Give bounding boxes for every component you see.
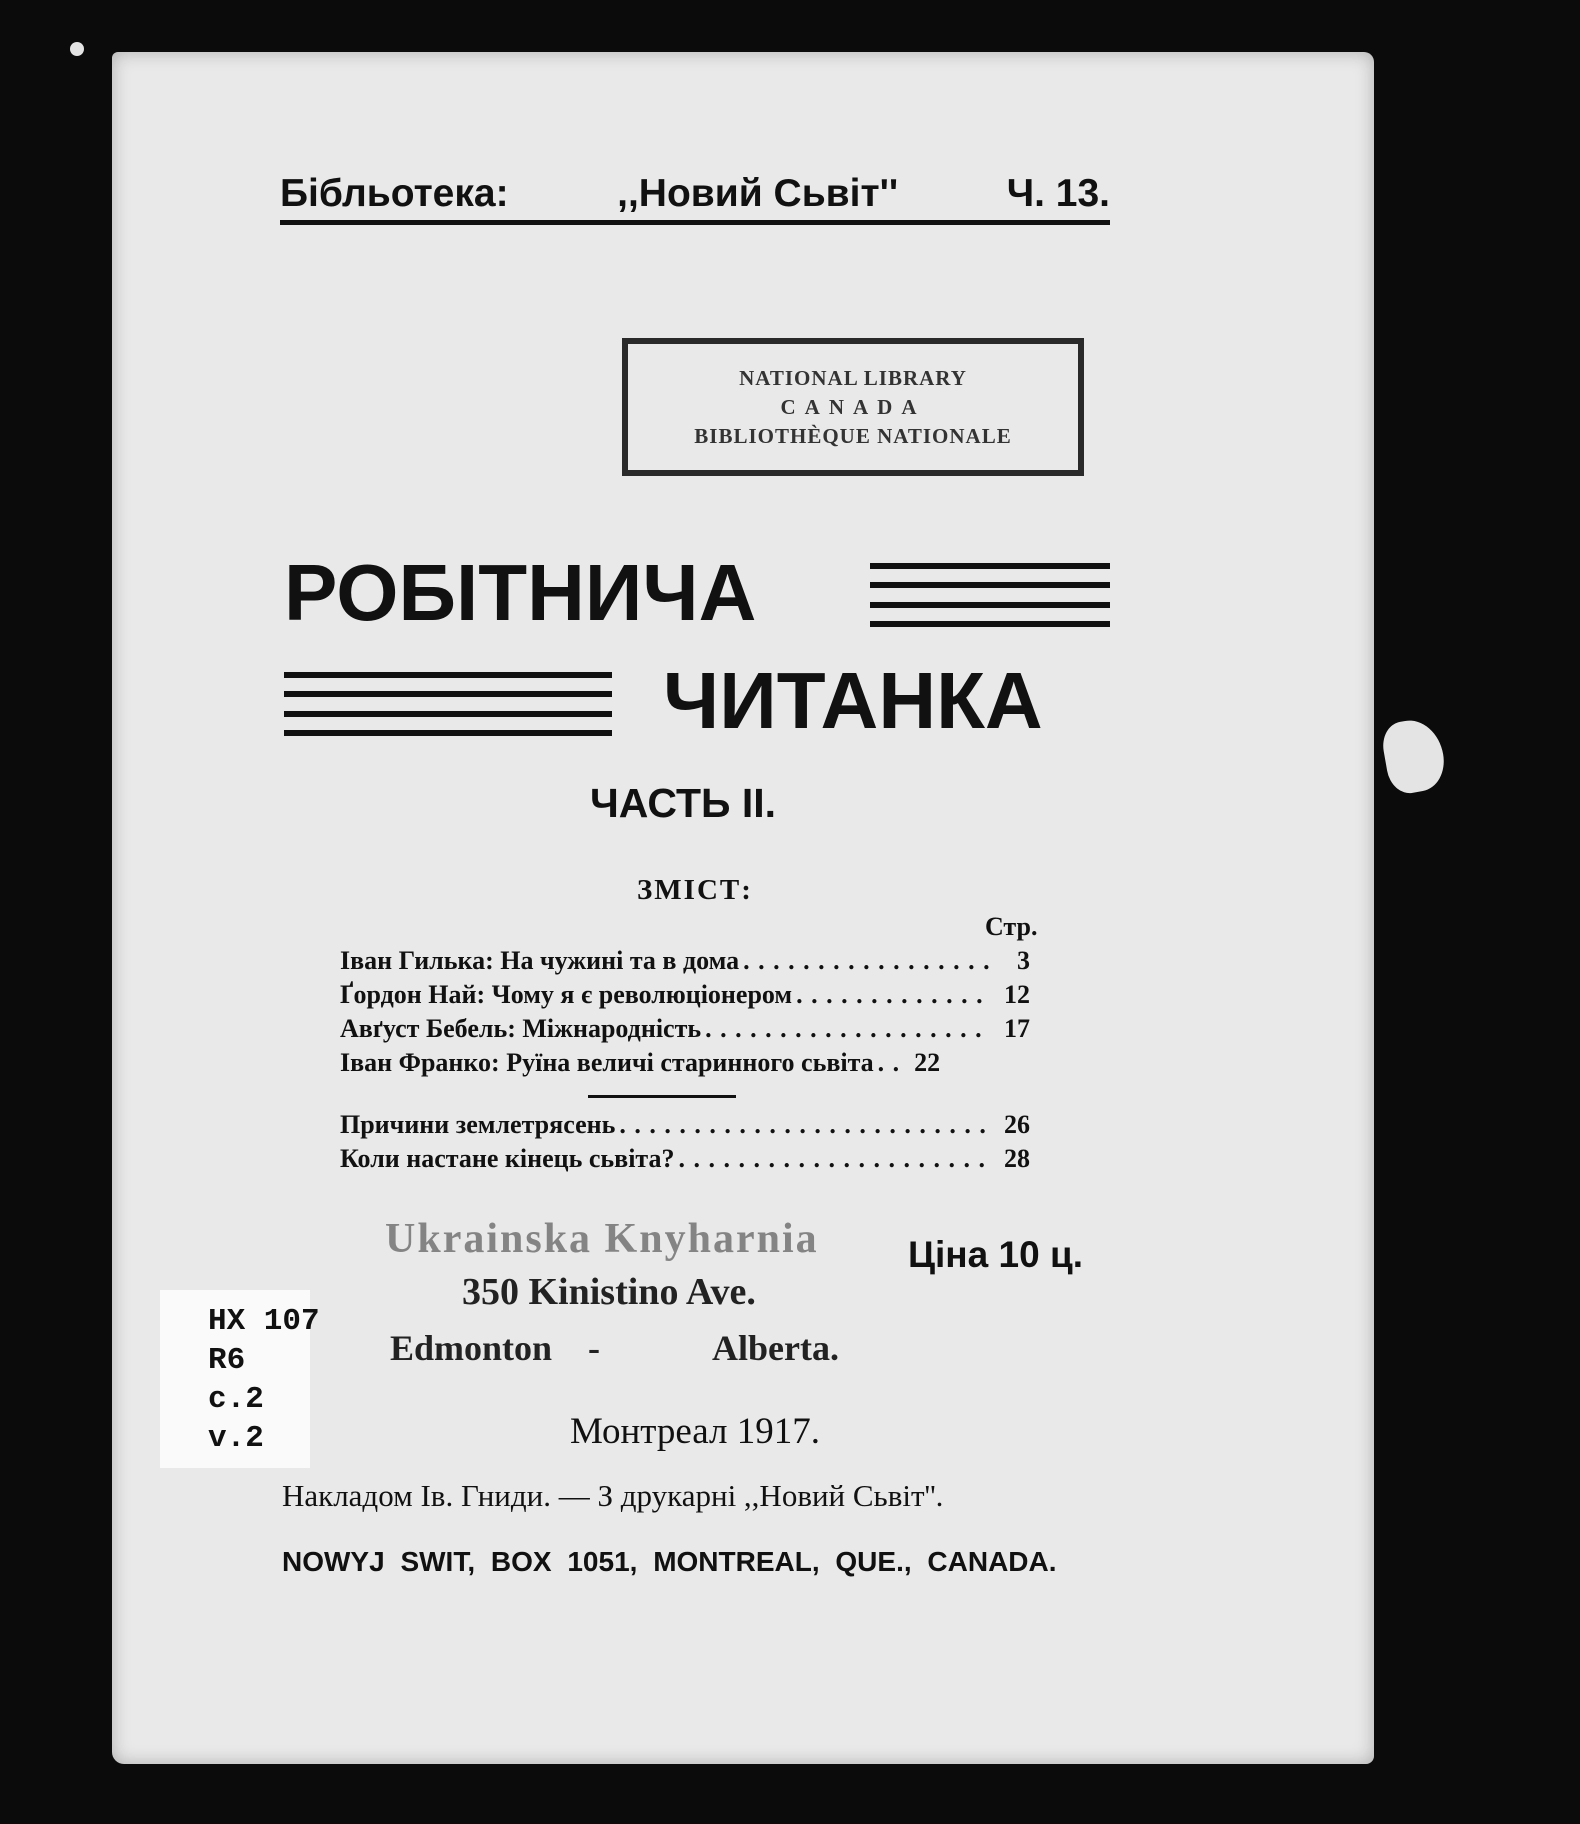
stamp-line-2: CANADA [780,394,926,419]
contents-page-header: Стр. [985,912,1038,941]
dot-leader [619,1110,990,1140]
title-rules-left [284,672,612,736]
dot-leader [679,1144,990,1174]
title-line-1: РОБІТНИЧА [284,548,757,637]
call-number-line: c.2 [208,1382,264,1417]
series-issue: Ч. 13. [1006,172,1110,215]
entry-page: 17 [1004,1014,1030,1043]
dot-leader [705,1014,990,1044]
series-header [280,168,1110,225]
entry-title: Причини землетрясень [340,1110,616,1139]
contents-divider [588,1095,736,1098]
entry-title: Коли настане кінець сьвіта? [340,1144,675,1173]
entry-title: Міжнародність [522,1014,702,1043]
part-number: ЧАСТЬ II. [590,780,777,826]
national-library-stamp [622,338,1084,476]
price-label: Ціна 10 ц. [908,1234,1083,1275]
contents-entry [340,1014,1030,1044]
series-name: ,,Новий Сьвіт'' [617,172,899,215]
stamp-line-3: BIBLIOTHÈQUE NATIONALE [694,423,1012,448]
entry-title: Чому я є революціонером [491,980,793,1009]
contents-entry [340,946,1030,976]
entry-author: Авґуст Бебель: [340,1014,516,1043]
call-number-line: HX 107 [208,1304,320,1339]
entry-title: На чужині та в дома [500,946,740,975]
entry-page: 22 [914,1048,941,1077]
entry-page: 12 [1004,980,1030,1009]
call-number-line: R6 [208,1343,246,1378]
imprint-place-year: Монтреал 1917. [570,1411,820,1452]
scan-speck-artifact [70,42,84,56]
bookseller-stamp-name: Ukrainska Knyharnia [385,1216,819,1262]
entry-page: 28 [1004,1144,1030,1173]
dot-leader [743,946,990,976]
title-rules-right [870,563,1110,627]
entry-title: Руїна величі старинного сьвіта [506,1048,874,1077]
series-label: Бібльотека: [280,172,509,215]
bookseller-stamp-separator: - [588,1328,600,1368]
paper-tear-artifact [1379,716,1449,797]
contents-heading: ЗМІСТ: [637,874,753,906]
bookseller-stamp-address: 350 Kinistino Ave. [462,1271,756,1313]
stamp-line-1: NATIONAL LIBRARY [739,365,967,390]
title-line-2: ЧИТАНКА [663,656,1043,745]
contents-entry [340,980,1030,1010]
imprint-address: NOWYJ SWIT, BOX 1051, MONTREAL, QUE., CANADA. [282,1546,1057,1577]
contents-entry [340,1144,1030,1174]
call-number-label [160,1290,320,1468]
entry-author: Ґордон Най: [340,980,486,1009]
entry-author: Іван Франко: [340,1048,500,1077]
bookseller-stamp-city: Edmonton [390,1328,553,1368]
contents-entry [340,1048,1030,1078]
bookseller-stamp-province: Alberta. [712,1328,839,1368]
dot-leader [878,1048,900,1078]
imprint-publisher: Накладом Ів. Гниди. — З друкарні ,,Новий Сьвіт''. [282,1478,944,1513]
call-number-line: v.2 [208,1421,264,1456]
entry-page: 26 [1004,1110,1030,1139]
dot-leader [796,980,990,1010]
entry-page: 3 [1017,946,1030,975]
contents-entry [340,1110,1030,1140]
entry-author: Іван Гилька: [340,946,494,975]
